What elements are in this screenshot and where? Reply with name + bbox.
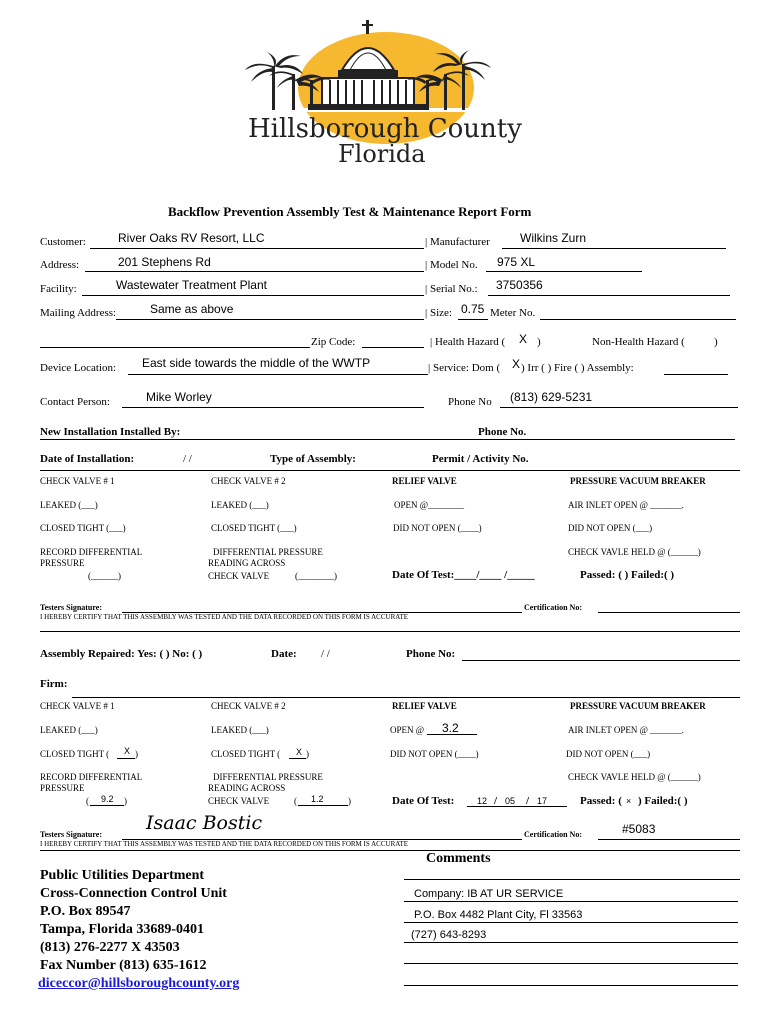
section-divider-1	[40, 631, 740, 632]
comment-3[interactable]: (727) 643-8293	[411, 929, 487, 941]
service-dom-mark[interactable]: X	[512, 357, 521, 371]
t2-cv1-closed-tight-close: )	[135, 749, 138, 759]
repair-date-label: Date:	[271, 648, 297, 660]
t2-differential-open: (	[86, 796, 89, 806]
repair-date-slashes[interactable]: / /	[321, 648, 330, 660]
t2-testers-signature-label: Testers Signature:	[40, 830, 102, 839]
firm-line	[72, 697, 740, 698]
manufacturer-label: | Manufacturer	[425, 236, 490, 248]
date-of-installation-slashes: / /	[183, 453, 192, 465]
contact-person-label: Contact Person:	[40, 396, 110, 408]
contact-person-field-line	[122, 407, 424, 408]
t2-passed-mark[interactable]: ×	[626, 796, 632, 806]
t2-pvb-air-inlet[interactable]: AIR INLET OPEN @ _______.	[568, 725, 684, 735]
footer-email-link[interactable]: diceccor@hillsboroughcounty.org	[38, 976, 240, 991]
zip-code-field-line	[362, 347, 424, 348]
t1-pass-fail[interactable]: Passed: ( ) Failed:( )	[580, 569, 675, 581]
comment-2[interactable]: P.O. Box 4482 Plant City, Fl 33563	[414, 909, 583, 921]
t2-check-valve-value[interactable]: 1.2	[311, 794, 324, 804]
date-of-installation-label: Date of Installation:	[40, 453, 135, 465]
logo-state-name: Florida	[338, 140, 426, 168]
t1-cv1-header: CHECK VALVE # 1	[40, 476, 115, 486]
serial-no-field-line	[488, 295, 730, 296]
t2-check-valve-close: )	[348, 796, 351, 806]
non-health-hazard-close: )	[714, 336, 718, 348]
footer-po-box: P.O. Box 89547	[40, 904, 131, 919]
phone-field-line	[500, 407, 738, 408]
t1-cv2-closed-tight[interactable]: CLOSED TIGHT (___)	[211, 523, 297, 533]
t2-cv2-leaked[interactable]: LEAKED (___)	[211, 725, 269, 735]
service-rest-label: ) Irr ( ) Fire ( ) Assembly:	[521, 362, 634, 374]
t1-certification-no-label: Certification No:	[524, 603, 582, 612]
size-field-line	[458, 319, 488, 320]
phone-value[interactable]: (813) 629-5231	[510, 390, 593, 404]
t2-cv2-closed-tight-label: CLOSED TIGHT (	[211, 749, 281, 759]
address-value[interactable]: 201 Stephens Rd	[118, 255, 211, 269]
t2-certification-line	[598, 839, 740, 840]
comment-line-5	[404, 963, 738, 964]
t1-cv2-header: CHECK VALVE # 2	[211, 476, 286, 486]
facility-label: Facility:	[40, 283, 77, 295]
footer-phone: (813) 276-2277 X 43503	[40, 940, 180, 955]
comment-line-2	[404, 901, 738, 902]
t1-check-valve-value[interactable]: (________)	[295, 571, 337, 581]
t2-check-valve-line	[298, 805, 348, 806]
t2-date-year[interactable]: 17	[537, 796, 548, 806]
section-divider-2	[40, 850, 740, 851]
mailing-address-label: Mailing Address:	[40, 307, 117, 319]
t2-check-valve-held[interactable]: CHECK VAVLE HELD @ (______)	[568, 772, 701, 782]
t1-cv2-leaked[interactable]: LEAKED (___)	[211, 500, 269, 510]
contact-person-value[interactable]: Mike Worley	[146, 390, 212, 404]
t2-date-slash-1: /	[494, 795, 498, 807]
t2-differential-value[interactable]: 9.2	[101, 794, 114, 804]
t2-failed-label[interactable]: ) Failed:( )	[638, 795, 688, 807]
meter-no-label: Meter No.	[490, 307, 536, 319]
t2-cv1-closed-tight-line	[117, 758, 135, 759]
size-label: | Size:	[425, 307, 452, 319]
t2-differential-line	[90, 805, 124, 806]
t2-cv1-closed-tight-mark[interactable]: X	[124, 746, 131, 756]
t2-relief-open-value[interactable]: 3.2	[442, 721, 459, 735]
t2-date-of-test-line	[467, 806, 567, 807]
t2-cv1-leaked[interactable]: LEAKED (___)	[40, 725, 98, 735]
model-no-label: | Model No.	[425, 259, 478, 271]
mailing-address-field-line	[116, 319, 424, 320]
model-no-value[interactable]: 975 XL	[497, 255, 536, 269]
t1-record-differential-label: RECORD DIFFERENTIAL	[40, 547, 143, 557]
footer-unit: Cross-Connection Control Unit	[40, 886, 227, 901]
new-installation-phone-label: Phone No.	[478, 426, 527, 438]
t1-pvb-header: PRESSURE VACUUM BREAKER	[570, 476, 706, 486]
comment-line-1	[404, 879, 740, 880]
footer-city: Tampa, Florida 33689-0401	[40, 922, 204, 937]
device-location-field-line	[128, 374, 428, 375]
t1-pvb-air-inlet[interactable]: AIR INLET OPEN @ _______.	[568, 500, 684, 510]
device-location-value[interactable]: East side towards the middle of the WWTP	[142, 356, 371, 370]
t2-date-slash-2: /	[526, 795, 530, 807]
t2-date-day[interactable]: 05	[505, 796, 516, 806]
t2-cv2-header: CHECK VALVE # 2	[211, 701, 286, 711]
t2-cv2-closed-tight-mark[interactable]: X	[296, 747, 303, 757]
assembly-field-line	[664, 374, 728, 375]
health-hazard-mark[interactable]: X	[519, 332, 528, 346]
logo-county-name: Hillsborough County	[248, 114, 522, 144]
facility-field-line	[82, 295, 424, 296]
t2-pvb-did-not-open[interactable]: DID NOT OPEN (___)	[566, 749, 651, 759]
device-location-label: Device Location:	[40, 362, 117, 374]
t1-relief-did-not-open[interactable]: DID NOT OPEN (____)	[393, 523, 482, 533]
t2-cv2-closed-tight-close: )	[306, 749, 309, 759]
customer-field-line	[90, 248, 424, 249]
manufacturer-field-line	[502, 248, 726, 249]
t1-relief-open[interactable]: OPEN @________	[394, 500, 465, 510]
t2-passed-label: Passed: (	[580, 795, 622, 807]
t1-certify-statement: I HEREBY CERTIFY THAT THIS ASSEMBLY WAS TESTED AND THE DATA RECORDED ON THIS FORM IS ACCURATE	[40, 613, 409, 621]
repair-phone-label: Phone No:	[406, 648, 456, 660]
health-hazard-close: )	[537, 336, 541, 348]
comment-line-6	[404, 985, 738, 986]
t2-relief-did-not-open[interactable]: DID NOT OPEN (____)	[390, 749, 479, 759]
meter-no-field-line	[540, 319, 736, 320]
comments-title: Comments	[426, 851, 491, 866]
t1-certification-line	[598, 612, 740, 613]
t2-check-valve-label: CHECK VALVE	[208, 796, 270, 806]
address-field-line	[85, 271, 424, 272]
comment-line-3	[404, 922, 738, 923]
comment-line-4	[404, 942, 738, 943]
t2-cv1-closed-tight-label: CLOSED TIGHT (	[40, 749, 110, 759]
t2-certify-statement: I HEREBY CERTIFY THAT THIS ASSEMBLY WAS TESTED AND THE DATA RECORDED ON THIS FORM IS ACCURATE	[40, 840, 409, 848]
city-field-line	[40, 347, 310, 348]
t2-relief-header: RELIEF VALVE	[392, 701, 457, 711]
t1-relief-header: RELIEF VALVE	[392, 476, 457, 486]
customer-label: Customer:	[40, 236, 86, 248]
t1-check-valve-label: CHECK VALVE	[208, 571, 270, 581]
non-health-hazard-label: Non-Health Hazard (	[592, 336, 685, 348]
t1-check-valve-held[interactable]: CHECK VAVLE HELD @ (______)	[568, 547, 701, 557]
t2-certification-no-label: Certification No:	[524, 830, 582, 839]
customer-value[interactable]: River Oaks RV Resort, LLC	[118, 231, 265, 245]
t2-tester-signature[interactable]: Isaac Bostic	[146, 812, 263, 834]
assembly-repaired-label[interactable]: Assembly Repaired: Yes: ( ) No: ( )	[40, 648, 203, 660]
t2-relief-open-label: OPEN @	[390, 725, 425, 735]
t1-pvb-did-not-open[interactable]: DID NOT OPEN (___)	[568, 523, 653, 533]
service-label: | Service: Dom (	[428, 362, 501, 374]
repair-phone-line	[462, 660, 740, 661]
t1-testers-signature-label: Testers Signature:	[40, 603, 102, 612]
t1-reading-across-label: READING ACROSS	[208, 558, 286, 568]
t2-pvb-header: PRESSURE VACUUM BREAKER	[570, 701, 706, 711]
t2-differential-close: )	[124, 796, 127, 806]
t1-pressure-label: PRESSURE	[40, 558, 85, 568]
new-installation-label: New Installation Installed By:	[40, 426, 181, 438]
zip-code-label: Zip Code:	[311, 336, 356, 348]
t2-certification-value[interactable]: #5083	[622, 822, 656, 836]
t1-cv1-closed-tight[interactable]: CLOSED TIGHT (___)	[40, 523, 126, 533]
t1-differential-pressure-label: DIFFERENTIAL PRESSURE	[213, 547, 323, 557]
t2-date-month[interactable]: 12	[477, 796, 488, 806]
comment-1[interactable]: Company: IB AT UR SERVICE	[414, 888, 564, 900]
phone-no-label: Phone No	[448, 396, 492, 408]
t2-cv2-closed-tight-line	[289, 758, 306, 759]
t2-check-valve-open: (	[294, 796, 297, 806]
footer-fax: Fax Number (813) 635-1612	[40, 958, 207, 973]
form-title: Backflow Prevention Assembly Test & Maintenance Report Form	[168, 204, 532, 219]
serial-no-label: | Serial No.:	[425, 283, 478, 295]
t2-record-differential-label: RECORD DIFFERENTIAL	[40, 772, 143, 782]
t1-differential-value[interactable]: (______)	[88, 571, 121, 581]
mailing-address-value[interactable]: Same as above	[150, 302, 234, 316]
model-no-field-line	[486, 271, 642, 272]
t2-differential-pressure-label: DIFFERENTIAL PRESSURE	[213, 772, 323, 782]
manufacturer-value[interactable]: Wilkins Zurn	[520, 231, 587, 245]
address-label: Address:	[40, 259, 80, 271]
firm-label: Firm:	[40, 678, 68, 690]
health-hazard-label: | Health Hazard (	[430, 336, 506, 348]
t2-cv1-header: CHECK VALVE # 1	[40, 701, 115, 711]
serial-no-value[interactable]: 3750356	[496, 278, 543, 292]
t2-pressure-label: PRESSURE	[40, 783, 85, 793]
t1-date-of-test[interactable]: Date Of Test:____/____ /_____	[392, 569, 535, 581]
type-of-assembly-label: Type of Assembly:	[270, 453, 356, 465]
t2-date-of-test-label: Date Of Test:	[392, 795, 455, 807]
t1-cv1-leaked[interactable]: LEAKED (___)	[40, 500, 98, 510]
t2-reading-across-label: READING ACROSS	[208, 783, 286, 793]
facility-value[interactable]: Wastewater Treatment Plant	[116, 278, 267, 292]
permit-field-line	[40, 470, 740, 471]
county-logo	[238, 18, 528, 168]
permit-activity-label: Permit / Activity No.	[432, 453, 529, 465]
footer-department: Public Utilities Department	[40, 868, 205, 883]
new-installation-field-line	[40, 439, 735, 440]
size-value[interactable]: 0.75	[461, 302, 485, 316]
